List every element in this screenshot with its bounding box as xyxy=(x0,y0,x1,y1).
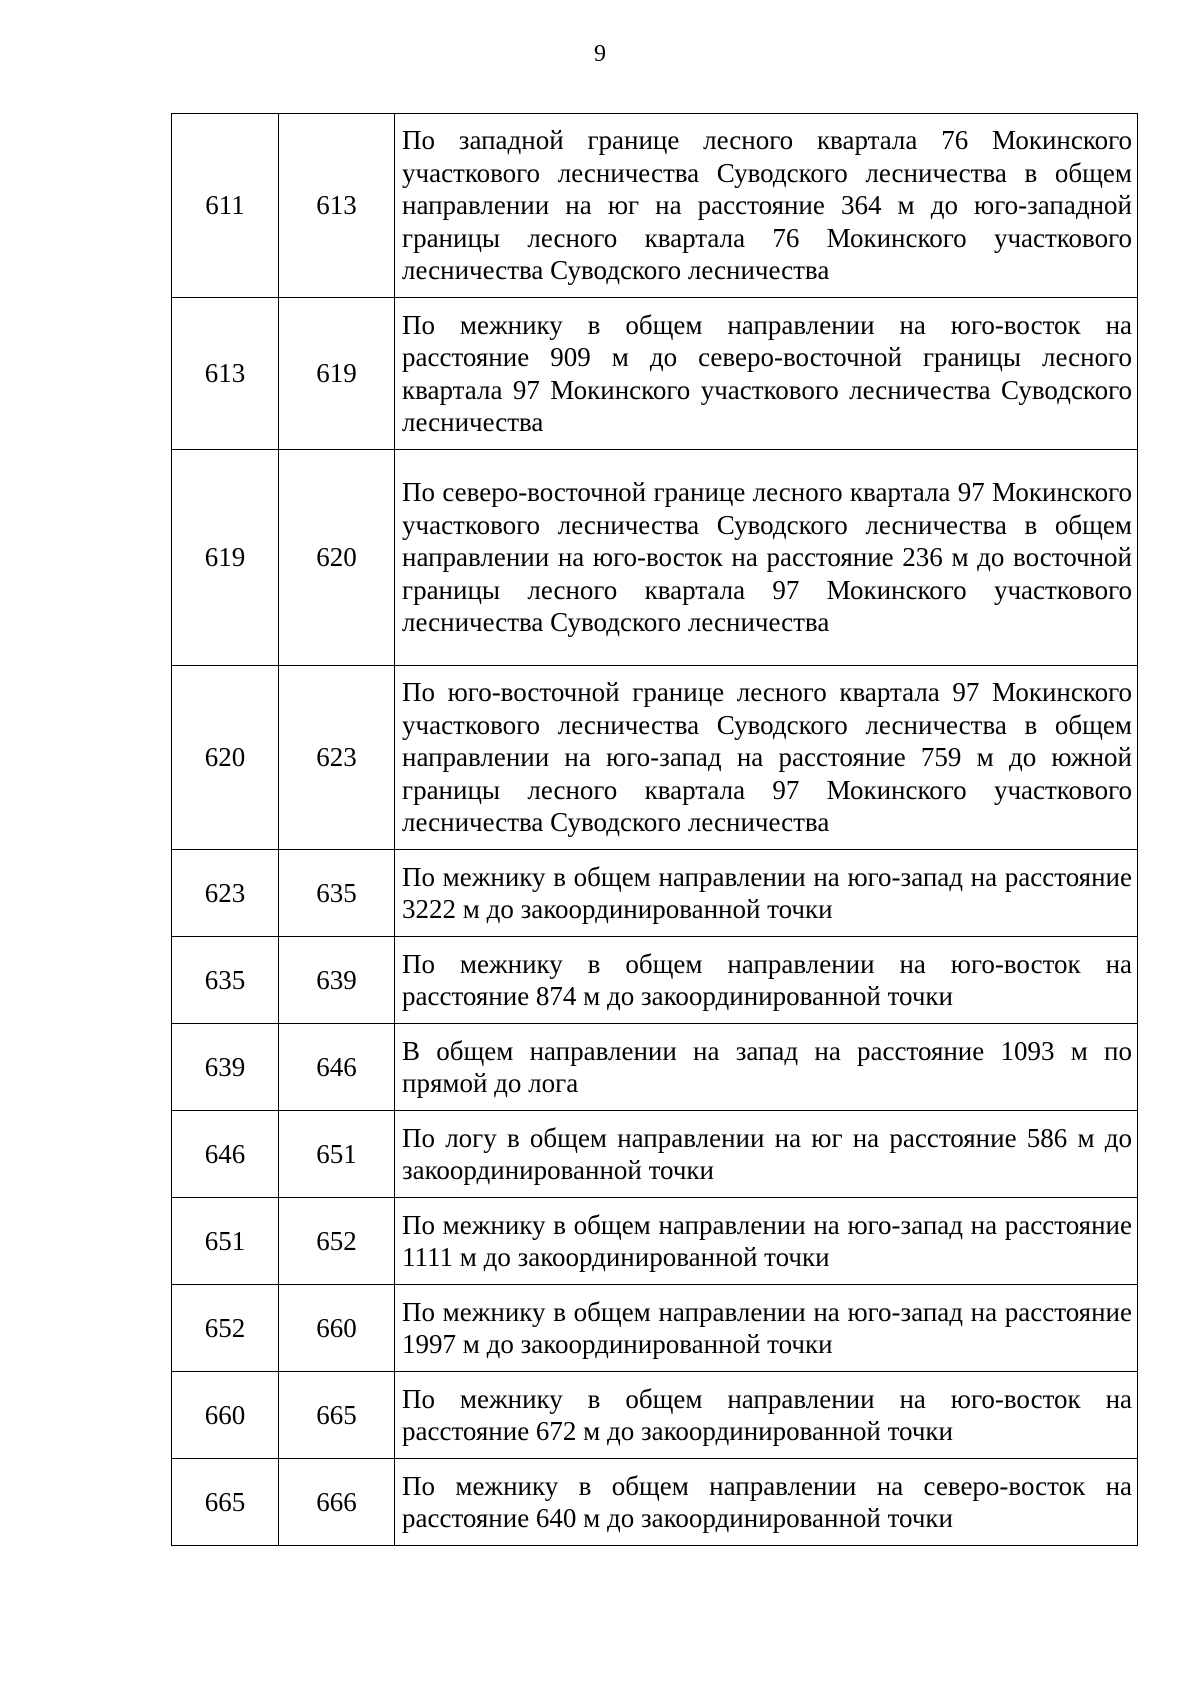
from-point-cell: 651 xyxy=(172,1198,279,1285)
description-cell: По межнику в общем направлении на юго-запад на расстояние 1997 м до закоординированной точки xyxy=(395,1285,1138,1372)
from-point-cell: 639 xyxy=(172,1024,279,1111)
description-cell: По северо-восточной границе лесного квартала 97 Мокинского участкового лесничества Суводского лесничества в общем направлении на юго-восток на расстояние 236 м до восточной границы лесного квартала 97 Мокинского участкового лесничества Суводского лесничества xyxy=(395,450,1138,666)
to-point-cell: 635 xyxy=(279,850,395,937)
description-cell: По межнику в общем направлении на юго-восток на расстояние 909 м до северо-восточной границы лесного квартала 97 Мокинского участкового лесничества Суводского лесничества xyxy=(395,298,1138,450)
boundary-table xyxy=(171,113,1138,1546)
description-cell: По западной границе лесного квартала 76 Мокинского участкового лесничества Суводского лесничества в общем направлении на юг на расстояние 364 м до юго-западной границы лесного квартала 76 Мокинского участкового лесничества Суводского лесничества xyxy=(395,114,1138,298)
from-point-cell: 613 xyxy=(172,298,279,450)
to-point-cell: 665 xyxy=(279,1372,395,1459)
description-cell: По логу в общем направлении на юг на расстояние 586 м до закоординированной точки xyxy=(395,1111,1138,1198)
to-point-cell: 639 xyxy=(279,937,395,1024)
to-point-cell: 619 xyxy=(279,298,395,450)
to-point-cell: 623 xyxy=(279,666,395,850)
to-point-cell: 652 xyxy=(279,1198,395,1285)
table-row xyxy=(172,937,1138,1024)
to-point-cell: 660 xyxy=(279,1285,395,1372)
from-point-cell: 611 xyxy=(172,114,279,298)
from-point-cell: 652 xyxy=(172,1285,279,1372)
table-row xyxy=(172,450,1138,666)
table-row xyxy=(172,1459,1138,1546)
table-row xyxy=(172,1198,1138,1285)
table-row xyxy=(172,1024,1138,1111)
description-cell: По юго-восточной границе лесного квартала 97 Мокинского участкового лесничества Суводского лесничества в общем направлении на юго-запад на расстояние 759 м до южной границы лесного квартала 97 Мокинского участкового лесничества Суводского лесничества xyxy=(395,666,1138,850)
table-row xyxy=(172,298,1138,450)
description-cell: По межнику в общем направлении на северо-восток на расстояние 640 м до закоординированной точки xyxy=(395,1459,1138,1546)
from-point-cell: 660 xyxy=(172,1372,279,1459)
table-row xyxy=(172,666,1138,850)
description-cell: По межнику в общем направлении на юго-запад на расстояние 3222 м до закоординированной точки xyxy=(395,850,1138,937)
to-point-cell: 666 xyxy=(279,1459,395,1546)
table-row xyxy=(172,1372,1138,1459)
description-cell: В общем направлении на запад на расстояние 1093 м по прямой до лога xyxy=(395,1024,1138,1111)
to-point-cell: 646 xyxy=(279,1024,395,1111)
to-point-cell: 651 xyxy=(279,1111,395,1198)
table-row xyxy=(172,850,1138,937)
boundary-table-body xyxy=(172,114,1138,1546)
from-point-cell: 665 xyxy=(172,1459,279,1546)
description-cell: По межнику в общем направлении на юго-восток на расстояние 672 м до закоординированной точки xyxy=(395,1372,1138,1459)
description-cell: По межнику в общем направлении на юго-восток на расстояние 874 м до закоординированной точки xyxy=(395,937,1138,1024)
from-point-cell: 620 xyxy=(172,666,279,850)
to-point-cell: 613 xyxy=(279,114,395,298)
to-point-cell: 620 xyxy=(279,450,395,666)
page-number: 9 xyxy=(594,41,606,67)
from-point-cell: 623 xyxy=(172,850,279,937)
table-row xyxy=(172,114,1138,298)
from-point-cell: 646 xyxy=(172,1111,279,1198)
from-point-cell: 635 xyxy=(172,937,279,1024)
from-point-cell: 619 xyxy=(172,450,279,666)
description-cell: По межнику в общем направлении на юго-запад на расстояние 1111 м до закоординированной точки xyxy=(395,1198,1138,1285)
table-row xyxy=(172,1111,1138,1198)
table-row xyxy=(172,1285,1138,1372)
